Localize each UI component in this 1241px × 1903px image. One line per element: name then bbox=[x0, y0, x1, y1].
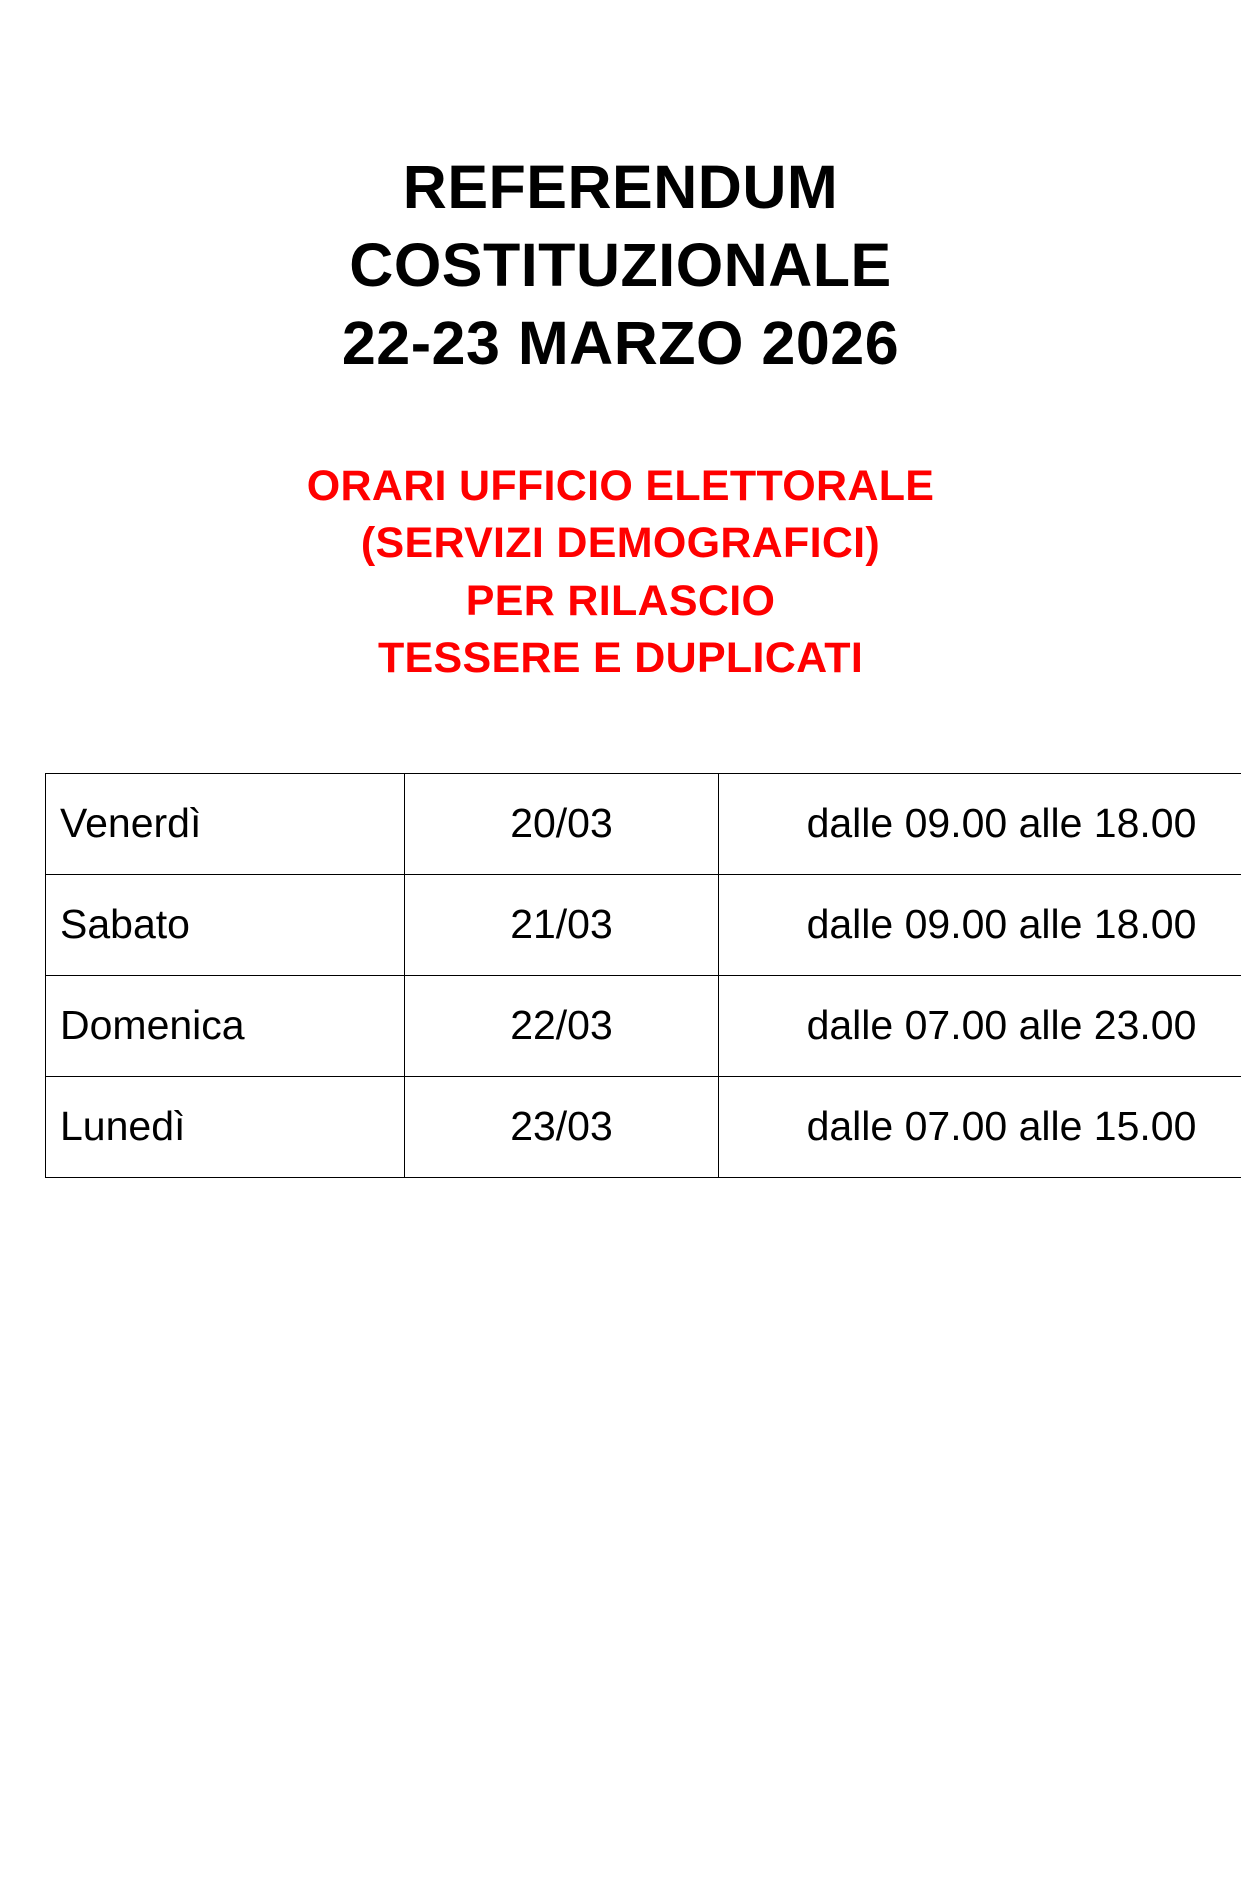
title-line-2: COSTITUZIONALE bbox=[0, 226, 1241, 304]
page-title bbox=[0, 148, 1241, 382]
title-line-3: 22-23 MARZO 2026 bbox=[0, 304, 1241, 382]
opening-hours-table bbox=[45, 773, 1241, 1178]
row-date: 20/03 bbox=[405, 773, 719, 874]
row-date: 23/03 bbox=[405, 1076, 719, 1177]
table-row bbox=[46, 1076, 1241, 1177]
subtitle-line-2: (SERVIZI DEMOGRAFICI) bbox=[0, 515, 1241, 572]
subtitle-line-3: PER RILASCIO bbox=[0, 573, 1241, 630]
subtitle-line-4: TESSERE E DUPLICATI bbox=[0, 630, 1241, 687]
page-subtitle bbox=[0, 458, 1241, 687]
table-row bbox=[46, 773, 1241, 874]
row-hours: dalle 09.00 alle 18.00 bbox=[719, 874, 1241, 975]
row-date: 21/03 bbox=[405, 874, 719, 975]
schedule-section bbox=[0, 773, 1241, 1178]
row-hours: dalle 09.00 alle 18.00 bbox=[719, 773, 1241, 874]
row-hours: dalle 07.00 alle 23.00 bbox=[719, 975, 1241, 1076]
table-row bbox=[46, 975, 1241, 1076]
row-hours: dalle 07.00 alle 15.00 bbox=[719, 1076, 1241, 1177]
table-row bbox=[46, 874, 1241, 975]
row-day: Lunedì bbox=[46, 1076, 405, 1177]
row-day: Domenica bbox=[46, 975, 405, 1076]
row-day: Sabato bbox=[46, 874, 405, 975]
subtitle-line-1: ORARI UFFICIO ELETTORALE bbox=[0, 458, 1241, 515]
row-day: Venerdì bbox=[46, 773, 405, 874]
notice-page bbox=[0, 148, 1241, 1903]
title-line-1: REFERENDUM bbox=[0, 148, 1241, 226]
row-date: 22/03 bbox=[405, 975, 719, 1076]
